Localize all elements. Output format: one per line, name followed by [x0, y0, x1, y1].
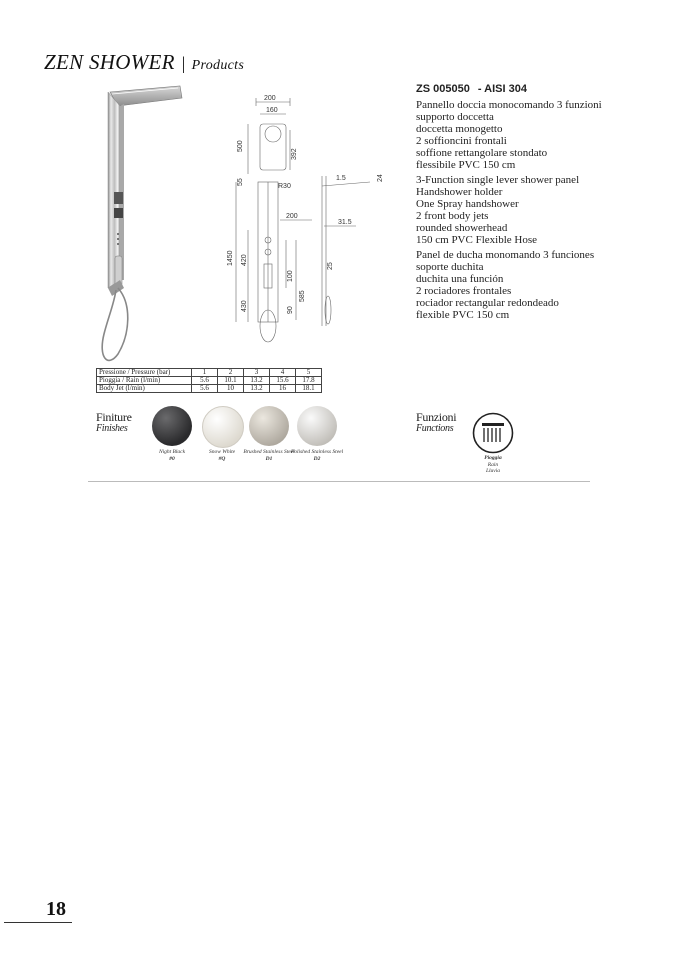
dim-label: 1.5: [336, 175, 346, 182]
description-line: doccetta monogetto: [416, 123, 503, 135]
description-line: duchita una función: [416, 273, 504, 285]
description-line: 2 soffioncini frontali: [416, 135, 507, 147]
swatch-polished-steel: [297, 406, 337, 446]
function-label: [466, 455, 520, 475]
dim-label: 160: [266, 107, 278, 114]
function-name-en: Rain: [487, 461, 499, 468]
product-material: - AISI 304: [477, 83, 527, 95]
table-cell: 5.6: [192, 377, 218, 385]
section-title: Products: [191, 58, 245, 73]
dim-label: 500: [237, 140, 244, 152]
dim-label: 430: [241, 300, 248, 312]
function-name-es: Lluvia: [485, 468, 501, 474]
functions-title: [416, 411, 456, 435]
table-cell: 13.2: [244, 385, 270, 393]
table-cell: Pioggia / Rain (l/min): [97, 377, 192, 385]
table-row: [97, 385, 322, 393]
dim-label: 100: [287, 270, 294, 282]
section-divider: [88, 481, 590, 482]
dim-label: R30: [278, 183, 291, 190]
finish-code: #Q: [218, 455, 226, 462]
description-line: One Spray handshower: [416, 198, 519, 210]
page-number-rule: [4, 922, 72, 923]
finish-name: Snow White: [208, 449, 236, 455]
description-line: rociador rectangular redondeado: [416, 297, 559, 309]
dim-label: 25: [327, 262, 334, 270]
dim-label: 90: [287, 306, 294, 314]
swatch-brushed-steel: [249, 406, 289, 446]
description-line: Panel de ducha monomando 3 funciones: [416, 249, 595, 261]
rain-function-icon: [472, 412, 514, 454]
table-cell: 10.1: [218, 377, 244, 385]
description-line: flexible PVC 150 cm: [416, 309, 510, 321]
finishes-title: [96, 411, 132, 435]
finish-code: #0: [169, 455, 175, 462]
description-line: Pannello doccia monocomando 3 funzioni: [416, 99, 602, 111]
finish-name: Polished Stainless Steel: [290, 449, 344, 455]
description-line: 2 rociadores frontales: [416, 285, 512, 297]
dim-label: 200: [286, 213, 298, 220]
dim-label: 585: [299, 290, 306, 302]
table-cell: 18.1: [296, 385, 322, 393]
functions-title-it: Funzioni: [416, 410, 457, 424]
description-english: [416, 174, 656, 246]
swatch-label: [144, 449, 200, 462]
table-cell: 15.6: [270, 377, 296, 385]
table-cell: 16: [270, 385, 296, 393]
table-cell: 4: [270, 369, 296, 377]
finish-name: Brushed Stainless Steel: [243, 449, 295, 455]
pressure-flow-table: [96, 368, 322, 393]
technical-drawing: [220, 90, 400, 350]
table-cell: 17.8: [296, 377, 322, 385]
dim-label: 31.5: [338, 219, 352, 226]
description-spanish: [416, 249, 656, 321]
finishes-title-it: Finiture: [96, 410, 132, 424]
description-line: 150 cm PVC Flexible Hose: [416, 234, 537, 246]
function-name-it: Pioggia: [484, 455, 502, 461]
swatch-label: [289, 449, 345, 462]
swatch-snow-white: [202, 406, 244, 448]
description-line: 3-Function single lever shower panel: [416, 174, 580, 186]
finish-code: D2: [313, 455, 321, 462]
dim-label: 1450: [227, 250, 234, 266]
product-description: [416, 83, 656, 324]
table-cell: 5.6: [192, 385, 218, 393]
description-line: Handshower holder: [416, 186, 503, 198]
header-separator: |: [181, 53, 186, 73]
brand-header: [44, 50, 244, 75]
dim-label: 392: [291, 148, 298, 160]
table-cell: 13.2: [244, 377, 270, 385]
page-number: 18: [46, 898, 66, 920]
description-line: supporto doccetta: [416, 111, 494, 123]
dim-label: 55: [237, 178, 244, 186]
description-line: 2 front body jets: [416, 210, 489, 222]
product-code-line: [416, 83, 656, 95]
description-line: rounded showerhead: [416, 222, 508, 234]
finish-code: D1: [265, 455, 273, 462]
dim-label: 420: [241, 254, 248, 266]
finish-name: Night Black: [158, 449, 186, 455]
product-photo: [88, 84, 206, 366]
table-cell: 5: [296, 369, 322, 377]
description-italian: [416, 99, 656, 171]
description-line: soporte duchita: [416, 261, 484, 273]
brand-title: ZEN SHOWER: [44, 50, 175, 74]
table-cell: 3: [244, 369, 270, 377]
dim-label: 24: [377, 174, 384, 182]
functions-title-en: Functions: [416, 423, 454, 434]
description-line: flessibile PVC 150 cm: [416, 159, 516, 171]
table-cell: 2: [218, 369, 244, 377]
table-cell: Body Jet (l/min): [97, 385, 192, 393]
dim-label: 200: [264, 95, 276, 102]
table-cell: Pressione / Pressure (bar): [97, 369, 192, 377]
swatch-night-black: [152, 406, 192, 446]
product-code: ZS 005050: [416, 83, 470, 95]
table-cell: 1: [192, 369, 218, 377]
description-line: soffione rettangolare stondato: [416, 147, 548, 159]
finishes-title-en: Finishes: [96, 423, 128, 434]
table-cell: 10: [218, 385, 244, 393]
